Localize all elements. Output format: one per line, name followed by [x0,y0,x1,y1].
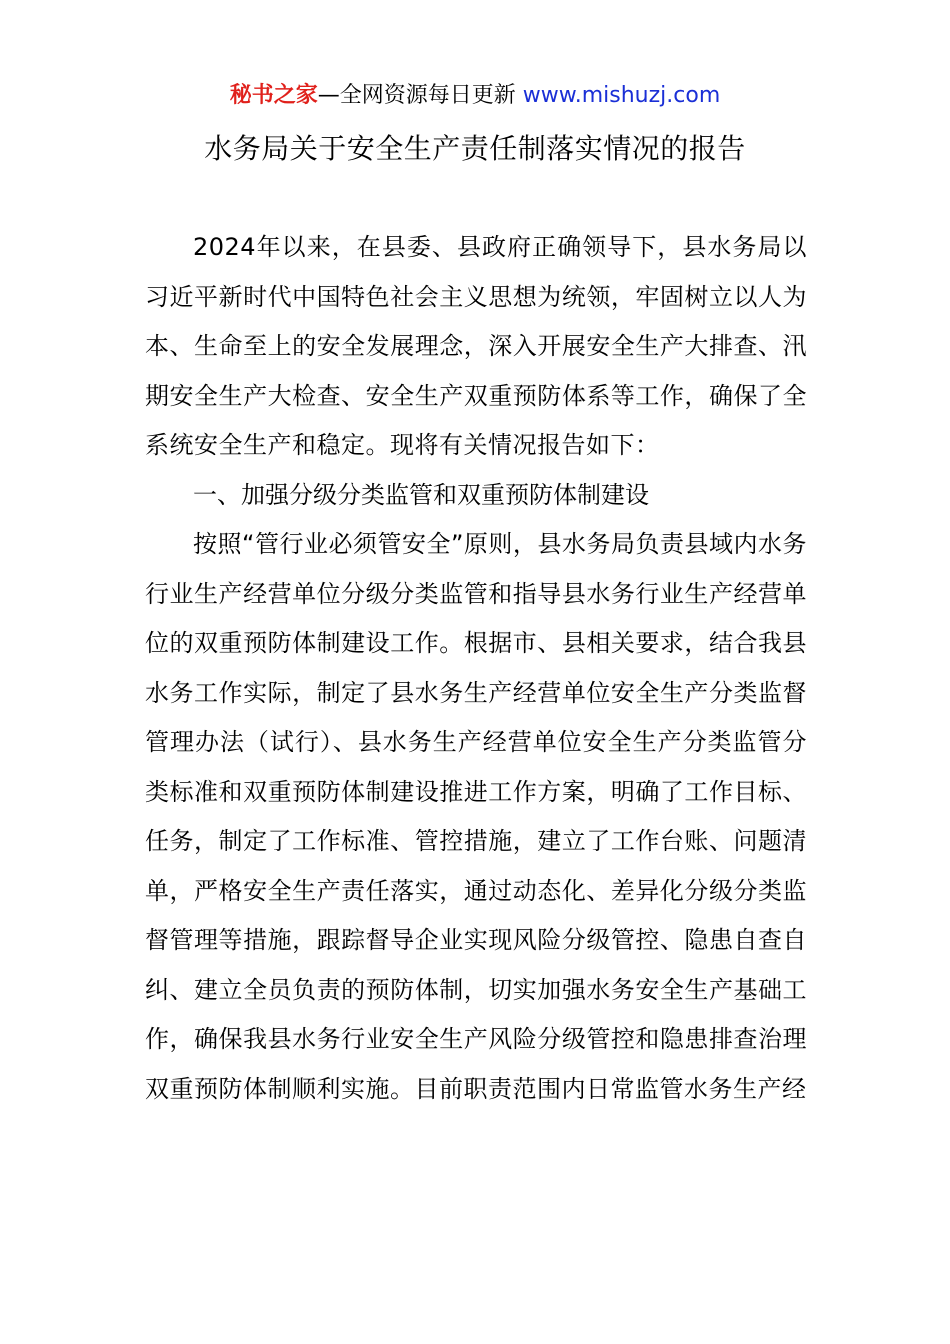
section-heading-1: 一、加强分级分类监管和双重预防体制建设 [193,480,649,509]
intro-paragraph: 2024年以来，在县委、县政府正确领导下，县水务局以习近平新时代中国特色社会主义思想为统领，牢固树立以人为本、生命至上的安全发展理念，深入开展安全生产大排查、汛期安全生产大检查、安全生产双重预防体系等工作，确保了全系统安全生产和稳定。现将有关情况报告如下： [145,233,807,459]
brand-name: 秘书之家 [229,83,318,108]
section-paragraph-1: 按照“管行业必须管安全”原则，县水务局负责县域内水务行业生产经营单位分级分类监管和指导县水务行业生产经营单位的双重预防体制建设工作。根据市、县相关要求，结合我县水务工作实际，制定了县水务生产经营单位安全生产分类监督管理办法（试行）、县水务生产经营单位安全生产分类监管分类标准和双重预防体制建设推进工作方案，明确了工作目标、任务，制定了工作标准、管控措施，建立了工作台账、问题清单，严格安全生产责任落实，通过动态化、差异化分级分类监督管理等措施，跟踪督导企业实现风险分级管控、隐患自查自纠、建立全员负责的预防体制，切实加强水务安全生产基础工作，确保我县水务行业安全生产风险分级管控和隐患排查治理双重预防体制顺利实施。目前职责范围内日常监管水务生产经 [145,530,807,1103]
document-title: 水务局关于安全生产责任制落实情况的报告 [204,132,746,165]
header-tagline: —全网资源每日更新 [317,83,523,108]
site-header [0,80,950,112]
site-url-link[interactable]: www.mishuzj.com [522,83,721,108]
document-body [145,223,807,1114]
